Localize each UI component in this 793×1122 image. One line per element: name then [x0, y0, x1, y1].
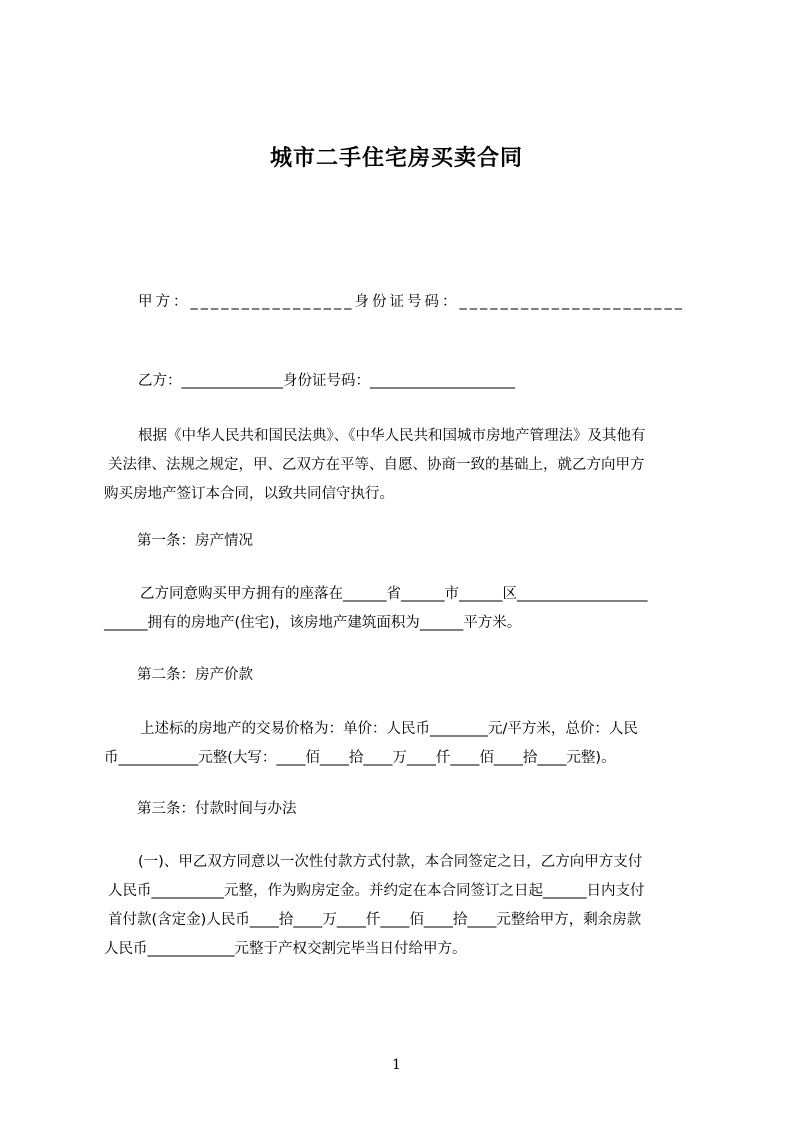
article1-paragraph	[104, 580, 704, 638]
preamble-line: 根据《中华人民共和国民法典》、《中华人民共和国城市房地产管理法》及其他有	[138, 428, 646, 444]
article2-heading: 第二条：房产价款	[137, 667, 253, 683]
article3-paragraph	[104, 848, 704, 964]
preamble-line: 购买房地产签订本合同，以致共同信守执行。	[104, 486, 394, 502]
article3-line: 人民币__________元整，作为购房定金。并约定在本合同签订之日起______日内支付	[108, 883, 645, 899]
preamble-line: 关法律、法规之规定，甲、乙双方在平等、自愿、协商一致的基础上，就乙方向甲方	[108, 457, 645, 473]
article1-line: ______拥有的房地产(住宅)，该房地产建筑面积为______平方米。	[104, 615, 522, 631]
article3-line: (一)、甲乙双方同意以一次性付款方式付款，本合同签定之日，乙方向甲方支付	[138, 854, 643, 870]
article3-heading: 第三条：付款时间与办法	[137, 801, 297, 817]
article2-line: 上述标的房地产的交易价格为：单价：人民币________元/平方米，总价：人民	[140, 721, 638, 737]
party-b-line: 乙方：______________身份证号码：____________________	[138, 373, 515, 389]
article2-line: 币___________元整(大写：____佰____拾____万____仟____佰____拾____元整)。	[104, 750, 616, 766]
article1-line: 乙方同意购买甲方拥有的座落在______省______市______区__________________	[140, 586, 648, 602]
article2-paragraph	[104, 715, 704, 773]
article3-line: 人民币____________元整于产权交割完毕当日付给甲方。	[104, 941, 467, 957]
document-title: 城市二手住宅房买卖合同	[269, 146, 523, 171]
party-a-line: 甲方：________________身份证号码：______________________	[138, 294, 685, 310]
article3-line: 首付款(含定金)人民币____拾____万____仟____佰____拾____元整给甲方，剩余房款	[108, 912, 642, 928]
article1-heading: 第一条：房产情况	[137, 533, 253, 549]
page-number: 1	[392, 1057, 401, 1073]
preamble-paragraph	[104, 422, 704, 509]
